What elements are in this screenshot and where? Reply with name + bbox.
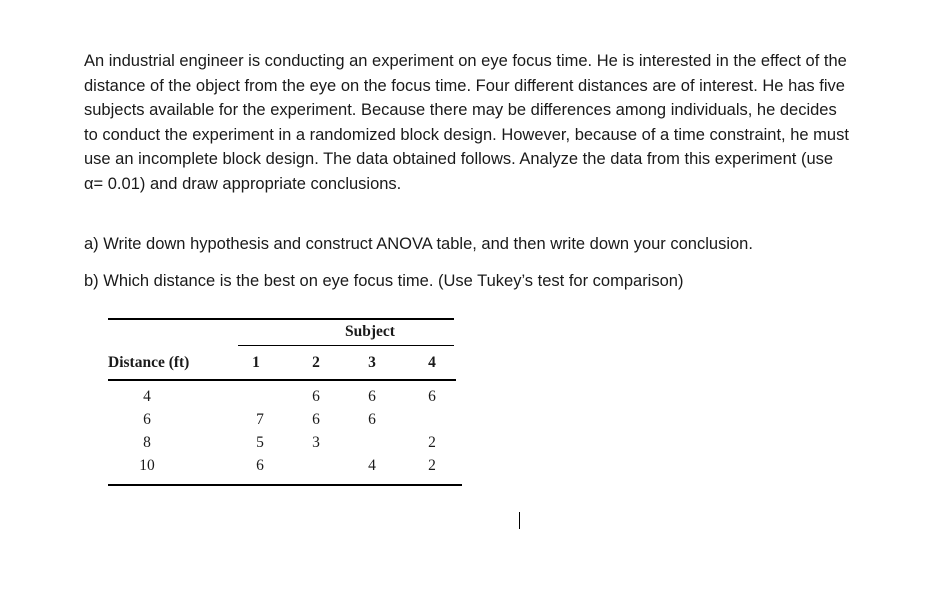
table-cell: 5: [256, 434, 264, 451]
table-cell: 6: [256, 457, 264, 474]
table-cell: 4: [368, 457, 376, 474]
table-cell: 6: [368, 411, 376, 428]
table-top-rule: [108, 318, 454, 320]
table-cell: 6: [312, 388, 320, 405]
question-part-a: a) Write down hypothesis and construct ANOVA table, and then write down your conclusion.: [84, 235, 753, 253]
col-header-4: 4: [428, 354, 436, 371]
subject-underline: [238, 345, 454, 346]
table-cell: 2: [428, 434, 436, 451]
table-cell: 7: [256, 411, 264, 428]
table-cell: 3: [312, 434, 320, 451]
col-header-2: 2: [312, 354, 320, 371]
table-cell: 2: [428, 457, 436, 474]
question-part-b: b) Which distance is the best on eye focus time. (Use Tukey’s test for comparison): [84, 272, 684, 290]
distance-header: Distance (ft): [108, 354, 190, 371]
table-row-distance: 6: [143, 411, 151, 428]
text-cursor: [519, 512, 520, 529]
header-rule: [108, 379, 456, 381]
col-header-3: 3: [368, 354, 376, 371]
col-header-1: 1: [252, 354, 260, 371]
table-row-distance: 4: [143, 388, 151, 405]
table-bottom-rule: [108, 484, 462, 486]
table-cell: 6: [428, 388, 436, 405]
table-row-distance: 10: [139, 457, 155, 474]
subject-header: Subject: [345, 323, 395, 340]
problem-paragraph: An industrial engineer is conducting an experiment on eye focus time. He is interested in the effect of the distance of the object from the eye on the focus time. Four different distances are of interest. He has five subjects available for the experiment. Because there may be differences among individuals, he decides to conduct the experiment in a randomized block design. However, because of a time constraint, he must use an incomplete block design. The data obtained follows. Analyze the data from this experiment (use α= 0.01) and draw appropriate conclusions.: [84, 52, 849, 193]
table-row-distance: 8: [143, 434, 151, 451]
table-cell: 6: [312, 411, 320, 428]
table-cell: 6: [368, 388, 376, 405]
